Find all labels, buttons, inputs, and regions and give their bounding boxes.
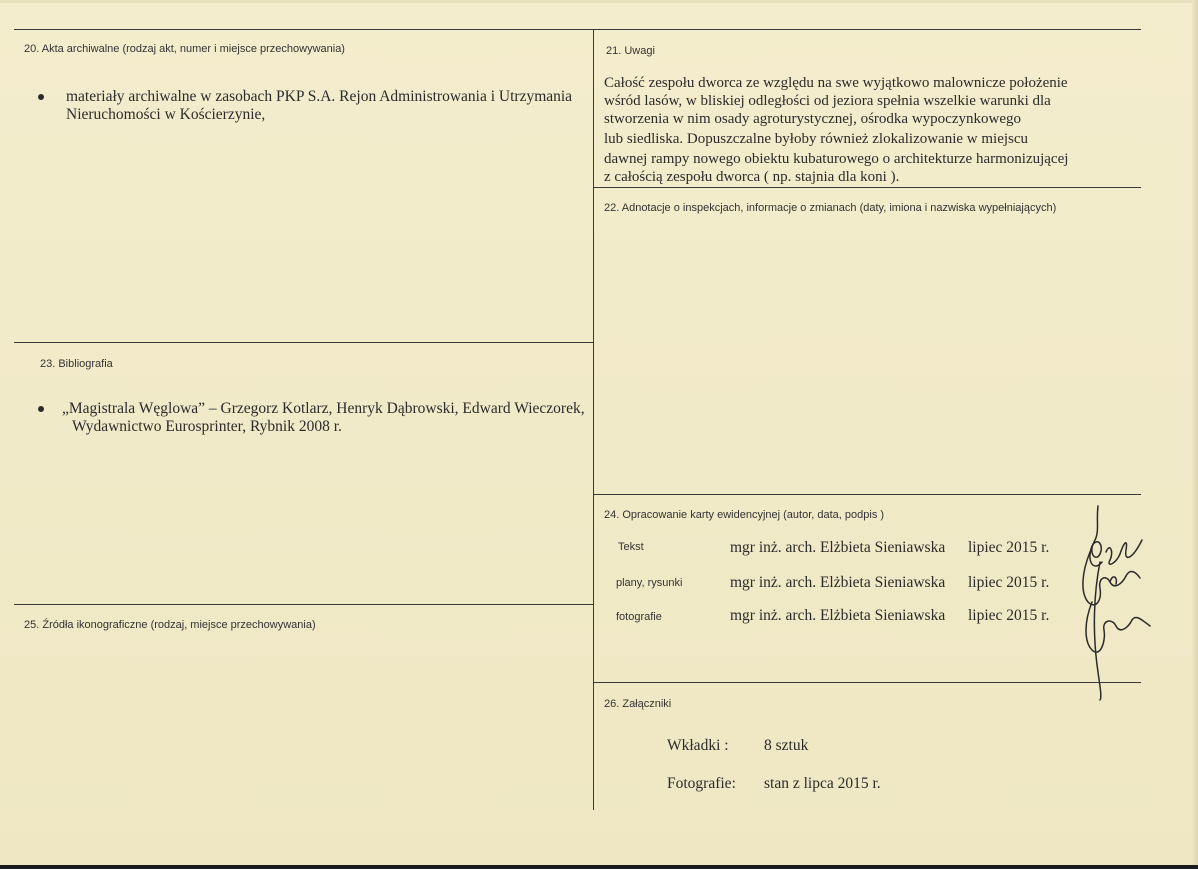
section-23-item-line2: Wydawnictwo Eurosprinter, Rybnik 2008 r. xyxy=(72,418,342,435)
section-21-heading: 21. Uwagi xyxy=(606,45,655,57)
row-label-fotografie: fotografie xyxy=(616,611,662,623)
rule-after-20 xyxy=(14,342,593,343)
rule-after-23 xyxy=(14,604,593,605)
fotografie-label: Fotografie: xyxy=(667,775,736,792)
fotografie-value: stan z lipca 2015 r. xyxy=(764,775,881,792)
paper-edge-right xyxy=(1192,0,1198,869)
row-date-tekst: lipiec 2015 r. xyxy=(968,539,1050,556)
section-23-item-line1: „Magistrala Węglowa” – Grzegorz Kotlarz, Henryk Dąbrowski, Edward Wieczorek, xyxy=(62,400,585,417)
rule-center-divider xyxy=(593,29,594,810)
rule-after-22 xyxy=(593,494,1141,495)
section-20-item-line1: materiały archiwalne w zasobach PKP S.A. Rejon Administrowania i Utrzymania xyxy=(66,88,573,105)
row-date-plany: lipiec 2015 r. xyxy=(968,574,1050,591)
row-author-tekst: mgr inż. arch. Elżbieta Sieniawska xyxy=(730,539,946,556)
section-20-heading: 20. Akta archiwalne (rodzaj akt, numer i miejsce przechowywania) xyxy=(24,43,345,55)
bullet-icon xyxy=(38,406,44,412)
bullet-icon xyxy=(38,94,44,100)
uwagi-line: wśród lasów, w bliskiej odległości od jeziora spełnia wszelkie warunki dla xyxy=(604,93,1051,109)
row-label-plany: plany, rysunki xyxy=(616,577,683,589)
rule-top xyxy=(14,29,1141,30)
section-22-heading: 22. Adnotacje o inspekcjach, informacje o zmianach (daty, imiona i nazwiska wypełniających) xyxy=(604,202,1057,214)
uwagi-line: dawnej rampy nowego obiektu kubaturowego o architekturze harmonizującej xyxy=(604,151,1069,167)
section-23-heading: 23. Bibliografia xyxy=(40,358,113,370)
paper-edge-bottom xyxy=(0,865,1198,869)
section-25-heading: 25. Źródła ikonograficzne (rodzaj, miejsce przechowywania) xyxy=(24,619,316,631)
row-date-fotografie: lipiec 2015 r. xyxy=(968,607,1050,624)
uwagi-line: Całość zespołu dworca ze względu na swe wyjątkowo malownicze położenie xyxy=(604,75,1068,91)
wkladki-label: Wkładki : xyxy=(667,737,729,754)
section-24-heading: 24. Opracowanie karty ewidencyjnej (autor, data, podpis ) xyxy=(604,509,885,521)
uwagi-line: stworzenia w nim osady agroturystycznej, ośrodka wypoczynkowego xyxy=(604,111,1021,127)
section-20-item-line2: Nieruchomości w Kościerzynie, xyxy=(66,106,266,123)
rule-after-24 xyxy=(593,682,1141,683)
row-author-fotografie: mgr inż. arch. Elżbieta Sieniawska xyxy=(730,607,946,624)
row-label-tekst: Tekst xyxy=(618,541,644,553)
section-26-heading: 26. Załączniki xyxy=(604,698,672,710)
wkladki-value: 8 sztuk xyxy=(764,737,809,754)
row-author-plany: mgr inż. arch. Elżbieta Sieniawska xyxy=(730,574,946,591)
paper-edge-top xyxy=(0,0,1198,3)
handwritten-signature xyxy=(1070,502,1160,702)
rule-after-21 xyxy=(593,187,1141,188)
uwagi-line: lub siedliska. Dopuszczalne byłoby również zlokalizowanie w miejscu xyxy=(604,131,1029,147)
uwagi-line: z całością zespołu dworca ( np. stajnia dla koni ). xyxy=(604,169,900,185)
